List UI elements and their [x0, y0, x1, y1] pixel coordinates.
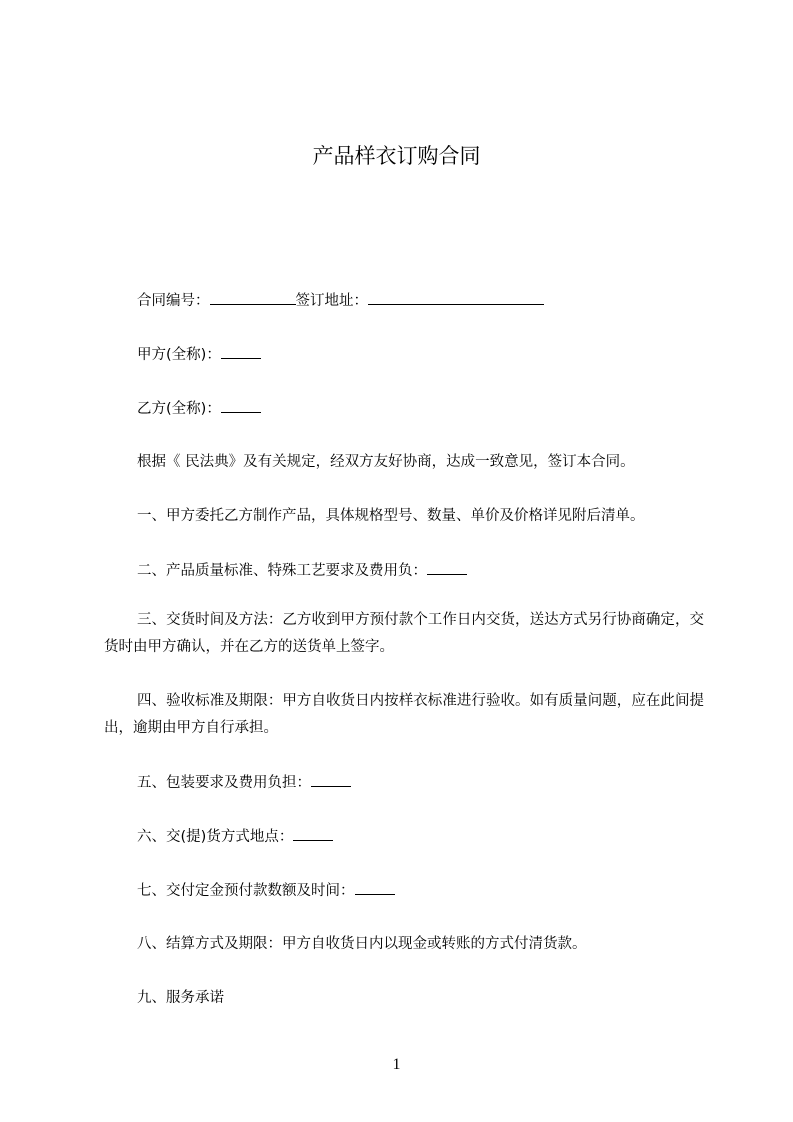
contract-number-blank	[210, 290, 296, 305]
contract-info-line	[137, 290, 544, 311]
clause-4: 四、验收标准及期限：甲方自收货日内按样衣标准进行验收。如有质量问题，应在此间提出，逾期由甲方自行承担。	[104, 693, 704, 736]
party-b-label: 乙方(全称)：	[137, 401, 221, 417]
clause-7-label: 七、交付定金预付款数额及时间：	[137, 883, 355, 899]
clause-6-label: 六、交(提)货方式地点：	[137, 829, 294, 845]
party-b-line	[137, 398, 261, 419]
clause-2	[137, 560, 467, 581]
clause-8: 八、结算方式及期限：甲方自收货日内以现金或转账的方式付清货款。	[137, 936, 587, 952]
clause-1: 一、甲方委托乙方制作产品，具体规格型号、数量、单价及价格详见附后清单。	[137, 508, 645, 524]
contract-number-label: 合同编号：	[137, 293, 210, 309]
clause-7	[137, 880, 395, 901]
clause-2-label: 二、产品质量标准、特殊工艺要求及费用负：	[137, 563, 427, 579]
sign-place-blank	[368, 290, 544, 305]
party-a-label: 甲方(全称)：	[137, 347, 221, 363]
clause-6	[137, 826, 333, 847]
clause-3: 三、交货时间及方法：乙方收到甲方预付款个工作日内交货，送达方式另行协商确定，交货时由甲方确认，并在乙方的送货单上签字。	[104, 612, 704, 655]
preamble: 根据《 民法典》及有关规定，经双方友好协商，达成一致意见，签订本合同。	[137, 454, 635, 470]
party-a-line	[137, 344, 261, 365]
sign-place-label: 签订地址：	[295, 293, 368, 309]
page-number: 1	[392, 1056, 401, 1073]
document-title: 产品样衣订购合同	[312, 144, 481, 168]
clause-7-blank	[355, 880, 395, 895]
clause-5-blank	[311, 772, 351, 787]
clause-5-label: 五、包装要求及费用负担：	[137, 775, 311, 791]
party-b-blank	[221, 398, 261, 413]
clause-5	[137, 772, 351, 793]
clause-6-blank	[293, 826, 333, 841]
clause-2-blank	[427, 560, 467, 575]
party-a-blank	[221, 344, 261, 359]
clause-9: 九、服务承诺	[137, 990, 224, 1006]
